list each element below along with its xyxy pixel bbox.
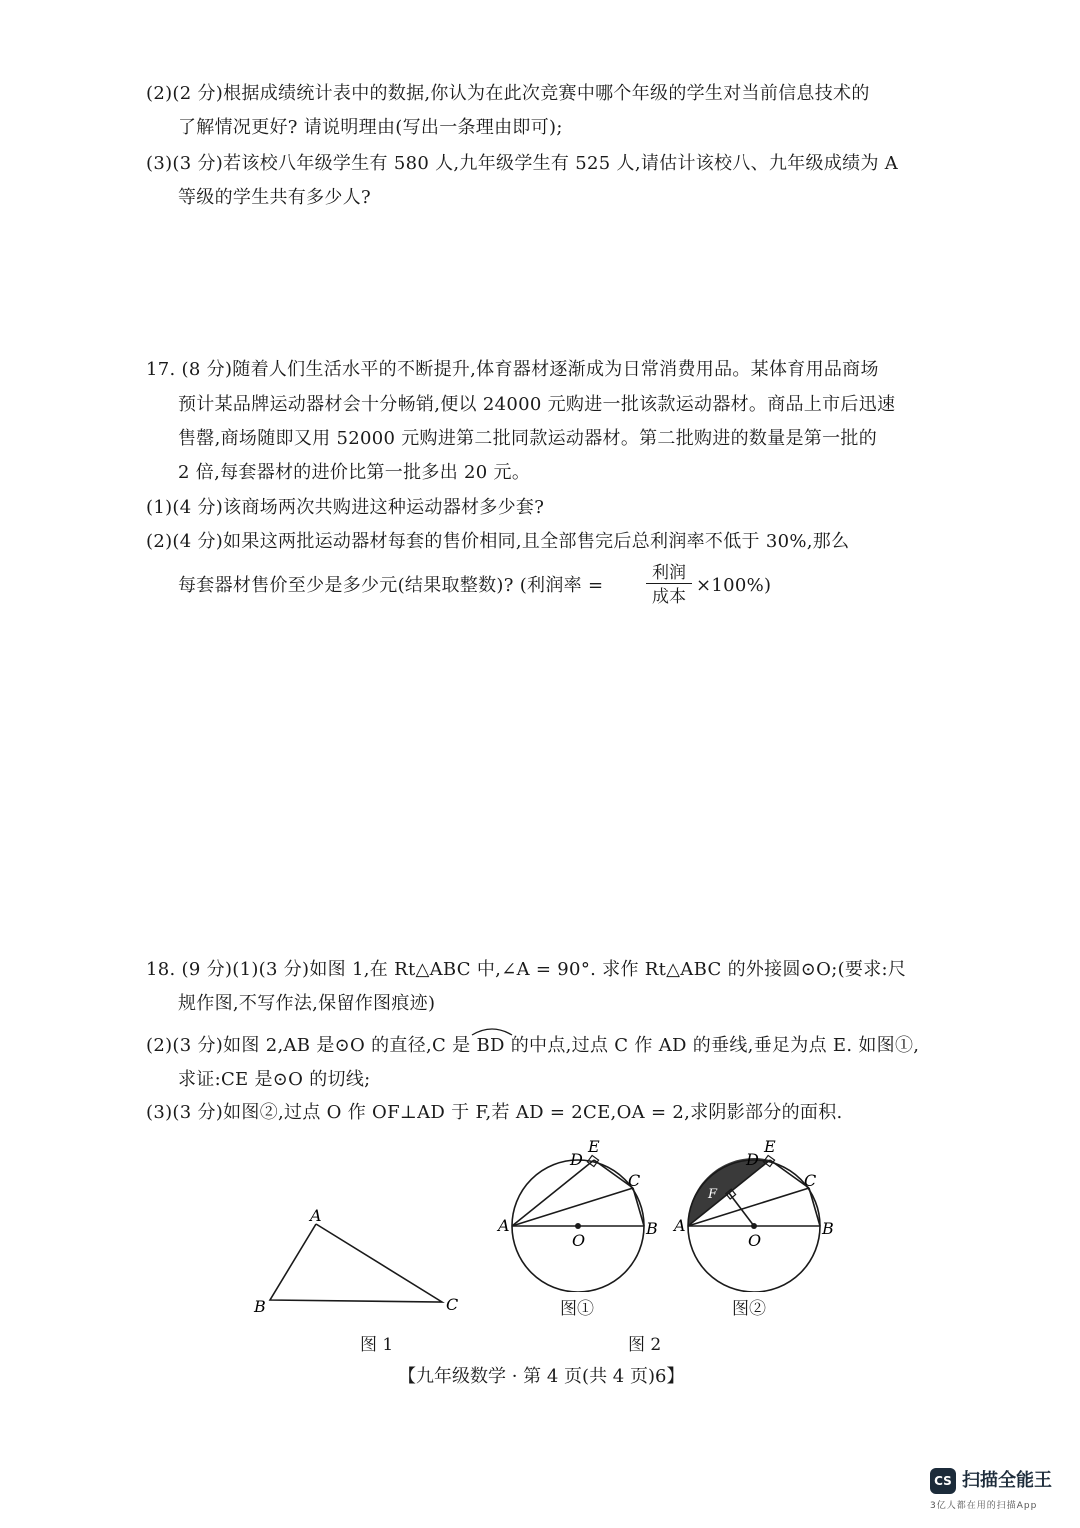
profit-rate-denominator: 成本 <box>652 587 686 607</box>
q17-part1: (1)(4 分)该商场两次共购进这种运动器材多少套? <box>146 497 545 518</box>
svg-text:D: D <box>746 1150 759 1169</box>
label-a: A <box>310 1208 322 1225</box>
q16-part3-line2: 等级的学生共有多少人? <box>178 187 371 208</box>
watermark-tagline: 3亿人都在用的扫描App <box>930 1501 1038 1511</box>
svg-text:A: A <box>674 1216 686 1235</box>
figure-2b-circle <box>672 1132 842 1292</box>
q18-part2-line1: (2)(3 分)如图 2,AB 是⊙O 的直径,C 是 BD 的中点,过点 C 作 AD 的垂线,垂足为点 E. 如图①, <box>146 1035 920 1056</box>
q16-part2-line2: 了解情况更好? 请说明理由(写出一条理由即可); <box>178 117 563 138</box>
svg-text:F: F <box>708 1187 718 1202</box>
figure-1-triangle <box>248 1208 468 1318</box>
svg-text:B: B <box>646 1219 658 1238</box>
q17-part2-line1: (2)(4 分)如果这两批运动器材每套的售价相同,且全部售完后总利润率不低于 30%,那么 <box>146 531 850 552</box>
svg-text:D: D <box>570 1150 583 1169</box>
svg-text:O: O <box>748 1231 762 1250</box>
svg-text:B: B <box>822 1219 834 1238</box>
q18-part3: (3)(3 分)如图②,过点 O 作 OF⊥AD 于 F,若 AD = 2CE,OA = 2,求阴影部分的面积. <box>146 1102 843 1123</box>
figure-2-caption: 图 2 <box>628 1335 662 1355</box>
q16-part2-line1: (2)(2 分)根据成绩统计表中的数据,你认为在此次竞赛中哪个年级的学生对当前信息技术的 <box>146 83 870 104</box>
svg-text:E: E <box>588 1137 600 1156</box>
arc-bd-mark <box>470 1025 514 1037</box>
q17-stem-line4: 2 倍,每套器材的进价比第一批多出 20 元。 <box>178 462 531 483</box>
scanner-watermark <box>930 1466 1070 1512</box>
q17-part2-percent: ×100%) <box>696 575 772 596</box>
label-c: C <box>446 1295 459 1314</box>
watermark-name: 扫描全能王 <box>962 1470 1052 1491</box>
cs-logo-icon: CS <box>930 1468 956 1494</box>
figure-2b-caption: 图② <box>732 1299 766 1319</box>
figure-1-caption: 图 1 <box>360 1335 394 1355</box>
q16-part3-line1: (3)(3 分)若该校八年级学生有 580 人,九年级学生有 525 人,请估计该校八、九年级成绩为 A <box>146 153 899 174</box>
page-footer: 【九年级数学 · 第 4 页(共 4 页)6】 <box>398 1366 685 1387</box>
q17-part2-line2: 每套器材售价至少是多少元(结果取整数)? (利润率 = <box>178 575 604 596</box>
q18-part1-line2: 规作图,不写作法,保留作图痕迹) <box>178 993 436 1014</box>
svg-text:O: O <box>572 1231 586 1250</box>
q17-stem-line2: 预计某品牌运动器材会十分畅销,便以 24000 元购进一批该款运动器材。商品上市后迅速 <box>178 394 896 415</box>
svg-text:C: C <box>804 1171 817 1190</box>
figure-2a-caption: 图① <box>560 1299 594 1319</box>
svg-text:A: A <box>498 1216 510 1235</box>
q18-part2-line2: 求证:CE 是⊙O 的切线; <box>178 1069 371 1090</box>
q17-stem-line1: 17. (8 分)随着人们生活水平的不断提升,体育器材逐渐成为日常消费用品。某体育用品商场 <box>146 359 879 380</box>
svg-text:C: C <box>628 1171 641 1190</box>
label-b: B <box>254 1297 266 1316</box>
q17-stem-line3: 售罄,商场随即又用 52000 元购进第二批同款运动器材。第二批购进的数量是第一批的 <box>178 428 878 449</box>
profit-rate-numerator: 利润 <box>646 563 692 584</box>
svg-text:E: E <box>764 1137 776 1156</box>
figure-2a-circle <box>496 1132 666 1292</box>
q18-part1-line1: 18. (9 分)(1)(3 分)如图 1,在 Rt△ABC 中,∠A = 90°. 求作 Rt△ABC 的外接圆⊙O;(要求:尺 <box>146 959 907 980</box>
